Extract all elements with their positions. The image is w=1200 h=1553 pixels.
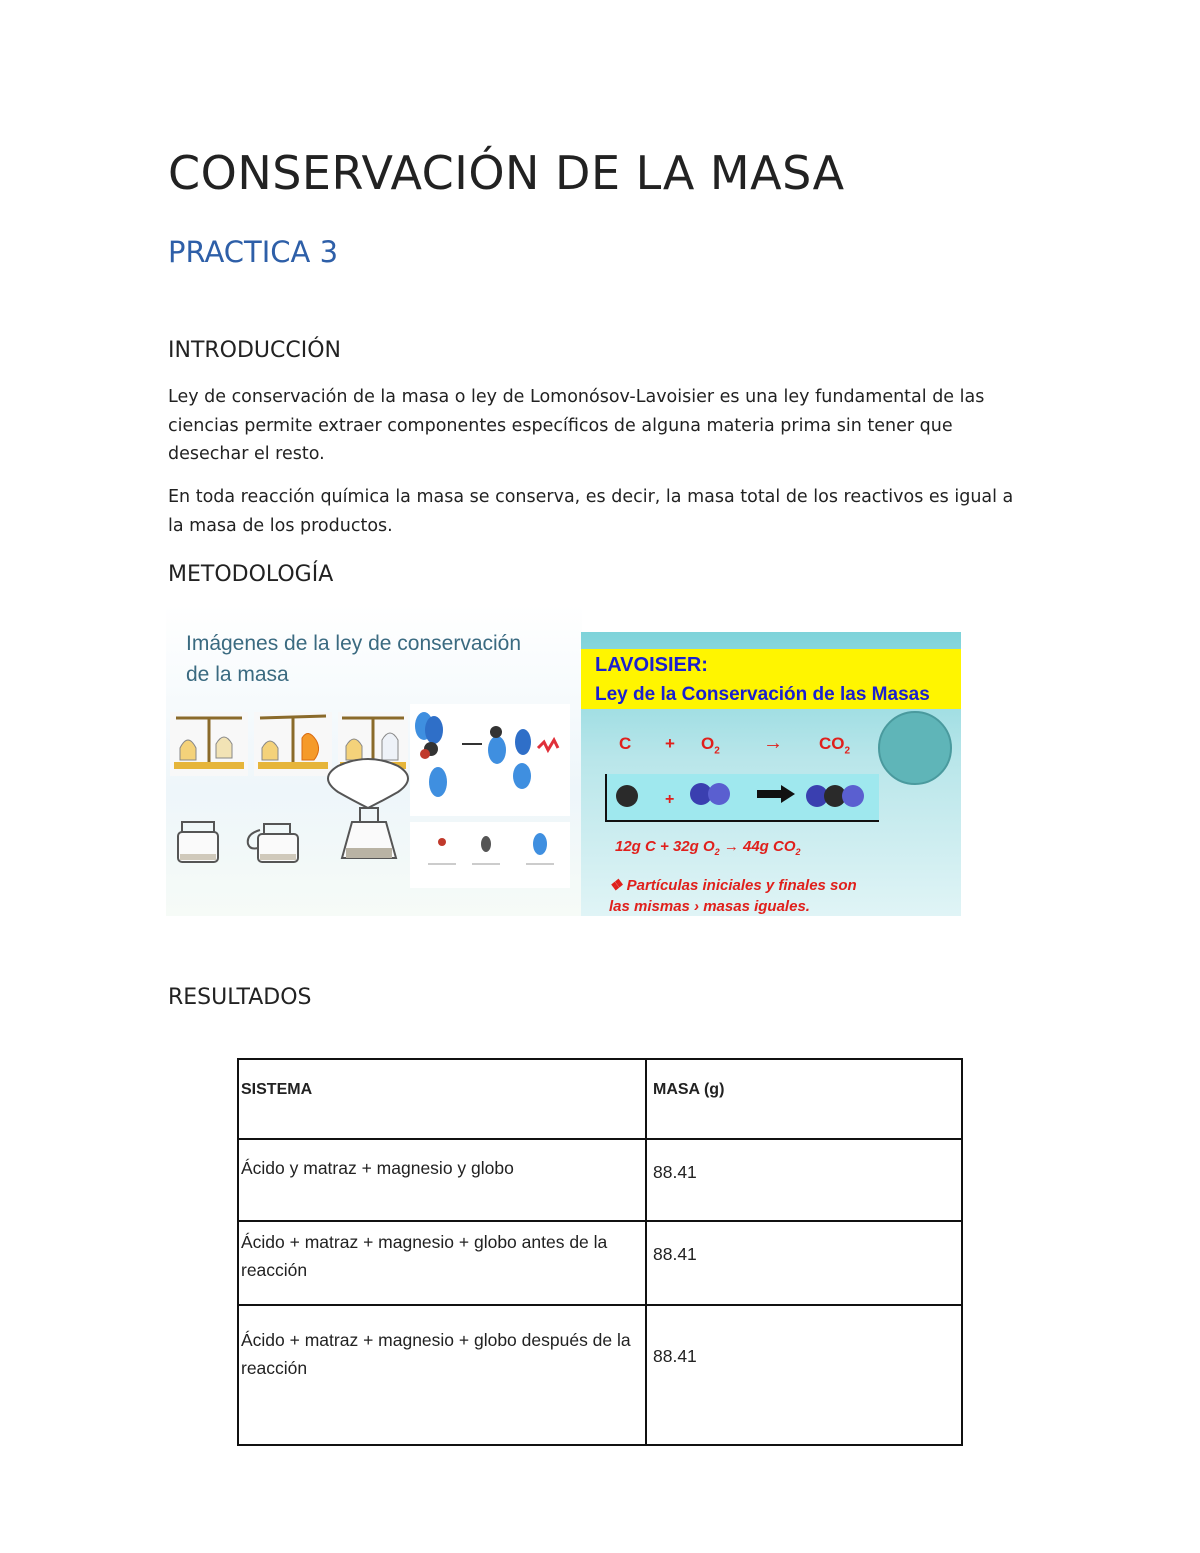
lavoisier-slide-figure: [581, 632, 961, 916]
figure-title: [186, 628, 521, 690]
equation-plus: +: [665, 734, 675, 753]
table-cell-system: Ácido y matraz + magnesio y globo: [238, 1139, 646, 1221]
balloon-flask-illustration: [328, 759, 408, 858]
table-row: [238, 1221, 962, 1305]
page-subtitle: PRACTICA 3: [168, 235, 339, 269]
equation-co2: $CO_2$: [819, 734, 851, 757]
equation-arrow: →: [763, 732, 783, 754]
figure-title-line-2: de la masa: [186, 663, 289, 686]
table-row: [238, 1305, 962, 1445]
svg-text:+: +: [665, 791, 675, 808]
balance-and-molecule-illustrations: [166, 704, 582, 916]
intro-paragraph-2: En toda reacción química la masa se conserva, es decir, la masa total de los reactivos es igual a la masa de los productos.: [168, 487, 1014, 536]
note-line-1: ❖ Partículas iniciales y finales son: [609, 877, 857, 894]
table-cell-mass: 88.41: [646, 1221, 962, 1305]
conservation-images-figure: [166, 604, 582, 916]
table-cell-mass: 88.41: [646, 1139, 962, 1221]
flask-illustration-1: [178, 822, 218, 862]
table-header-cell: SISTEMA: [238, 1059, 646, 1139]
teal-circle-decoration: [877, 710, 953, 786]
intro-paragraph-1: Ley de conservación de la masa o ley de Lomonósov-Lavoisier es una ley fundamental de las ciencias permite extraer componentes específicos de alguna materia prima sin tener que desechar el resto.: [168, 387, 985, 464]
table-cell-system: Ácido + matraz + magnesio + globo después de la reacción: [238, 1305, 646, 1445]
flask-illustration-2: [248, 824, 298, 862]
molecule-diagram: [605, 774, 877, 820]
table-header-row: [238, 1059, 962, 1139]
table-row: [238, 1139, 962, 1221]
methodology-heading: METODOLOGÍA: [168, 562, 334, 587]
equation-oxygen: $O_2$: [701, 734, 720, 757]
results-table: [237, 1058, 963, 1446]
table-cell-system: Ácido + matraz + magnesio + globo antes de la reacción: [238, 1221, 646, 1305]
figure-title-line-1: Imágenes de la ley de conservación: [186, 632, 522, 655]
table-cell-mass: 88.41: [646, 1305, 962, 1445]
slide-subtitle: Ley de la Conservación de las Masas: [595, 684, 930, 705]
page-title: CONSERVACIÓN DE LA MASA: [168, 146, 845, 200]
table-header-cell: MASA (g): [646, 1059, 962, 1139]
slide-title: LAVOISIER:: [595, 654, 708, 676]
equation-carbon: C: [619, 734, 632, 753]
balance-illustration-1: [170, 712, 248, 776]
mass-equation: 12g C + 32g $O_2 \to 44g$ $CO_2$: [615, 838, 801, 857]
note-line-2: las mismas › masas iguales.: [609, 898, 810, 915]
balance-illustration-2: [254, 712, 332, 776]
results-heading: RESULTADOS: [168, 985, 312, 1010]
intro-heading: INTRODUCCIÓN: [168, 338, 342, 363]
